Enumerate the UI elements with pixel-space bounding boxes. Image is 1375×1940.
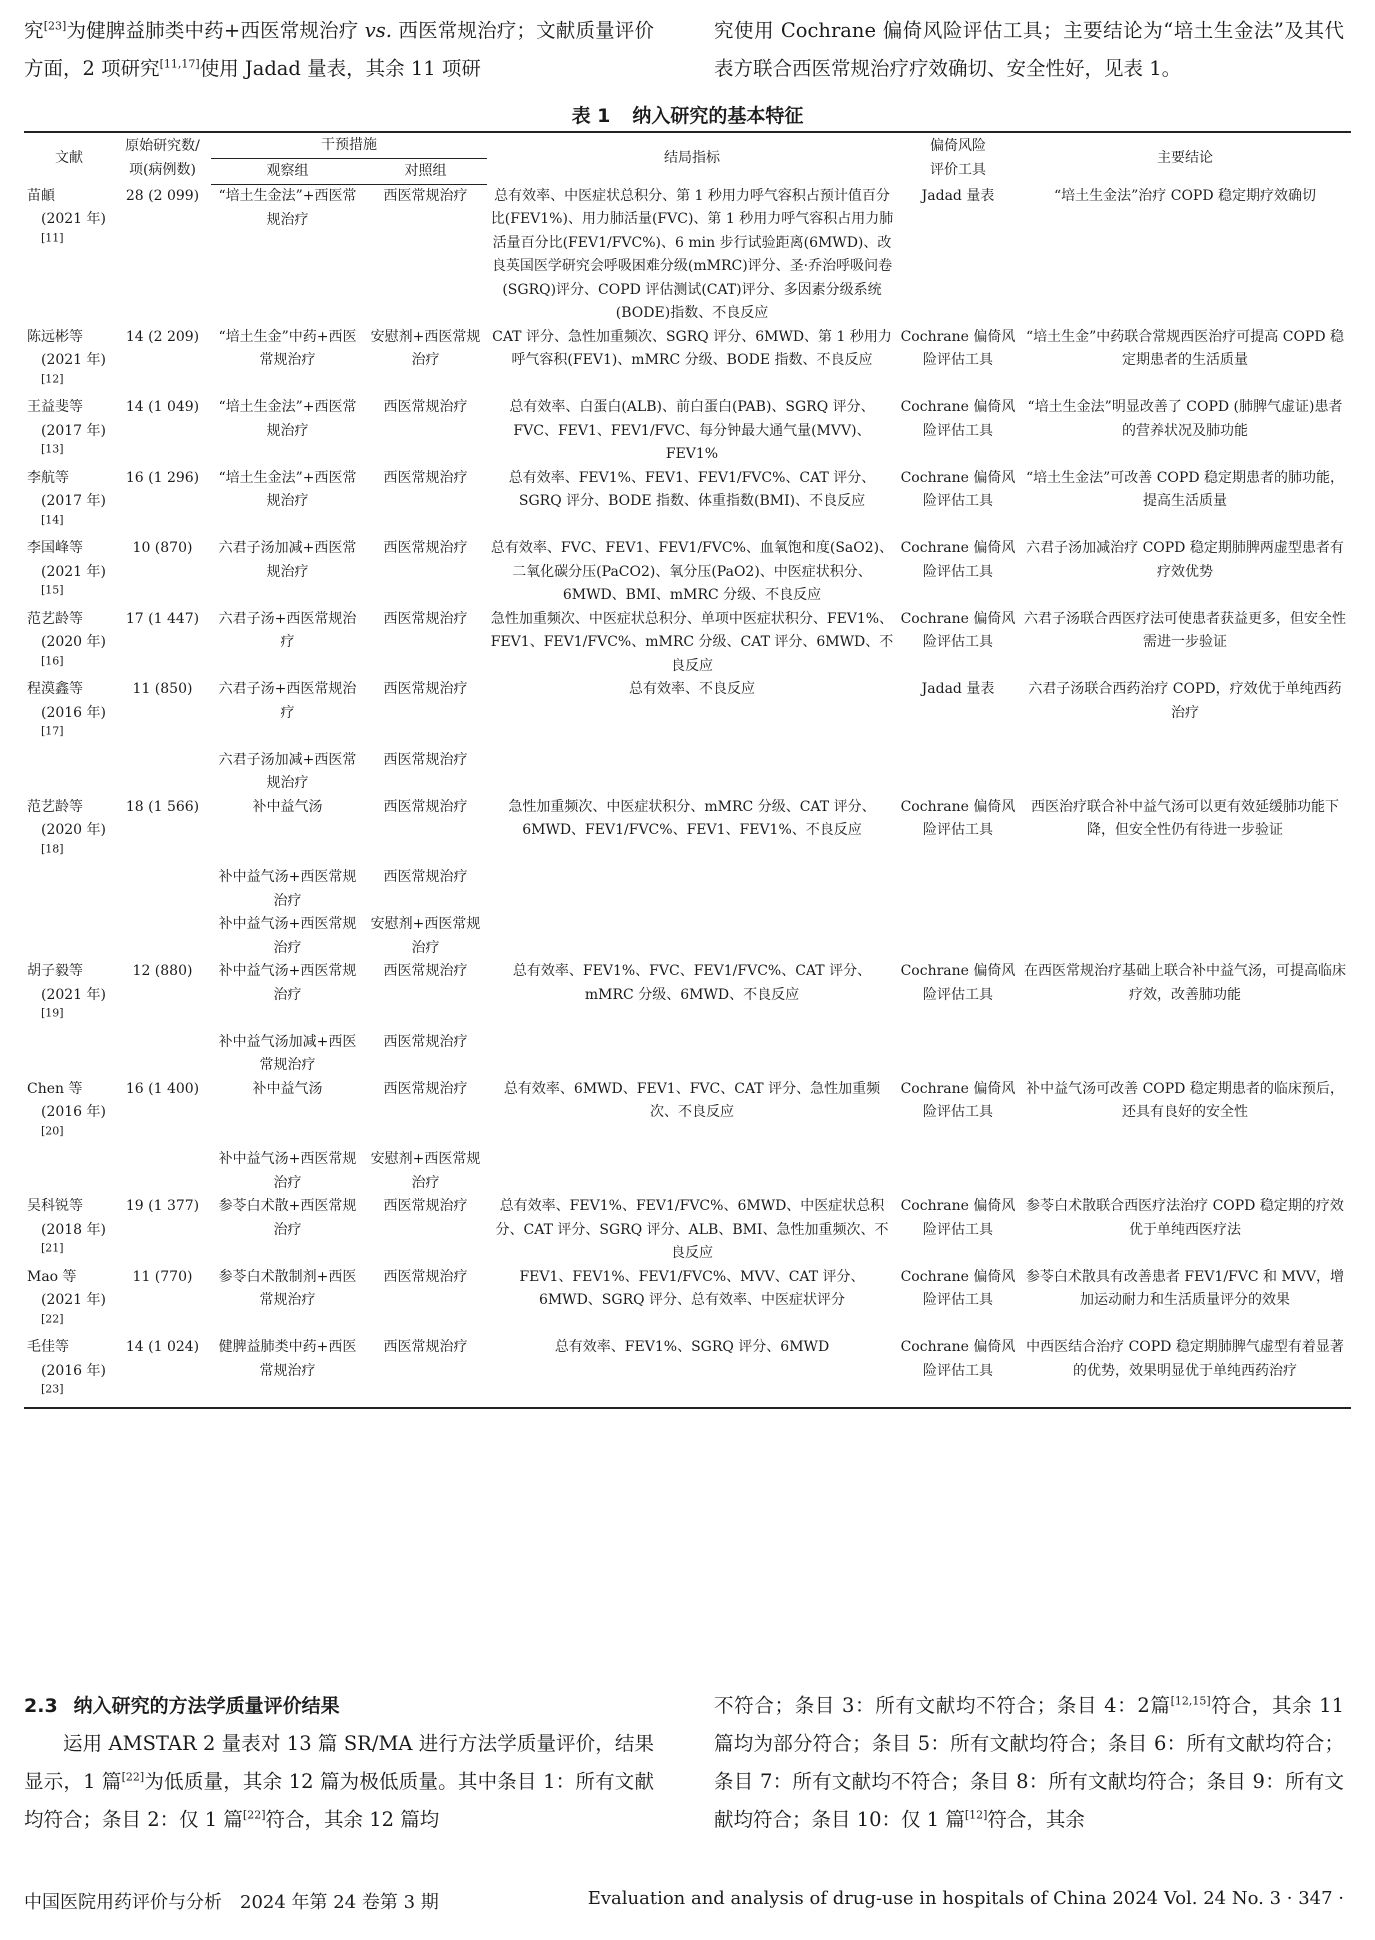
observation-cell: 参苓白术散+西医常规治疗 xyxy=(218,1198,357,1238)
page-footer xyxy=(24,1888,1344,1914)
versus-label: vs. xyxy=(364,19,393,42)
author-name: 范艺龄等 xyxy=(27,610,83,627)
author-year xyxy=(27,208,111,255)
control-cell: 安慰剂+西医常规治疗 xyxy=(370,328,481,368)
outcome-cell: 总有效率、白蛋白(ALB)、前白蛋白(PAB)、SGRQ 评分、FVC、FEV1、FEV1/FVC、每分钟最大通气量(MVV)、FEV1% xyxy=(509,399,875,462)
original-count-cell: 14 (1 049) xyxy=(125,399,200,415)
year-text: (2021 年) xyxy=(41,1292,107,1308)
top-left-column xyxy=(24,12,654,88)
header-bias-tool xyxy=(897,132,1019,185)
citation-ref: [12] xyxy=(964,1808,988,1822)
citation-ref: [19] xyxy=(41,1006,64,1020)
bias-tool-cell: Cochrane 偏倚风险评估工具 xyxy=(900,798,1016,838)
footer-journal-cn: 中国医院用药评价与分析 2024 年第 24 卷第 3 期 xyxy=(24,1892,439,1913)
author-year xyxy=(27,561,111,608)
author-name: 王益斐等 xyxy=(27,399,83,415)
table-row xyxy=(24,960,1351,1031)
included-studies-table xyxy=(24,131,1351,1409)
outcome-cell: 总有效率、FEV1%、FEV1、FEV1/FVC%、CAT 评分、SGRQ 评分、BODE 指数、体重指数(BMI)、不良反应 xyxy=(508,469,876,509)
author-cell xyxy=(24,960,114,1031)
author-cell xyxy=(24,678,114,749)
citation-ref: [16] xyxy=(41,653,64,667)
author-year xyxy=(27,819,111,866)
author-name: 吴科锐等 xyxy=(27,1198,83,1214)
control-cell: 西医常规治疗 xyxy=(383,1198,468,1214)
citation-ref: [13] xyxy=(41,442,64,456)
year-text: (2021 年) xyxy=(41,352,107,368)
control-cell: 西医常规治疗 xyxy=(383,751,468,768)
top-left-paragraph xyxy=(24,12,654,88)
bottom-right-paragraph xyxy=(714,1687,1344,1839)
original-count-cell xyxy=(114,749,211,796)
conclusion-cell: 参苓白术散联合西医疗法治疗 COPD 稳定期的疗效优于单纯西医疗法 xyxy=(1026,1198,1344,1238)
text-fragment: 符合，其余 xyxy=(987,1808,1085,1831)
control-cell: 西医常规治疗 xyxy=(383,540,468,556)
observation-cell: 参苓白术散制剂+西医常规治疗 xyxy=(218,1268,357,1308)
original-count-cell: 11 (850) xyxy=(132,681,193,697)
observation-cell: 六君子汤加减+西医常规治疗 xyxy=(218,751,357,791)
table-row xyxy=(24,1078,1351,1149)
author-cell xyxy=(24,796,114,867)
control-cell: 西医常规治疗 xyxy=(383,869,468,885)
citation-ref: [15] xyxy=(41,583,64,597)
header-literature: 文献 xyxy=(24,132,114,185)
top-right-paragraph: 究使用 Cochrane 偏倚风险评估工具；主要结论为“培土生金法”及其代表方联合西医常规治疗疗效确切、安全性好，见表 1。 xyxy=(714,19,1344,80)
table-row xyxy=(24,1336,1351,1408)
author-name: Mao 等 xyxy=(27,1268,77,1285)
top-text-columns xyxy=(24,12,1344,88)
outcome-cell: 总有效率、不良反应 xyxy=(629,681,755,697)
bias-tool-cell: Jadad 量表 xyxy=(921,187,995,204)
citation-ref: [11,17] xyxy=(159,57,200,71)
original-count-cell: 16 (1 400) xyxy=(125,1080,200,1097)
author-cell xyxy=(24,608,114,679)
original-count-cell: 12 (880) xyxy=(132,963,193,979)
author-cell xyxy=(24,467,114,538)
header-outcomes: 结局指标 xyxy=(487,132,897,185)
conclusion-cell: 西医治疗联合补中益气汤可以更有效延缓肺功能下降，但安全性仍有待进一步验证 xyxy=(1031,798,1339,838)
observation-cell: 六君子汤+西医常规治疗 xyxy=(218,681,357,721)
outcome-cell: 急性加重频次、中医症状总积分、单项中医症状积分、FEV1%、FEV1、FEV1/FVC%、mMRC 分级、CAT 评分、6MWD、不良反应 xyxy=(490,610,894,674)
original-count-cell xyxy=(114,913,211,960)
table-row xyxy=(24,1195,1351,1266)
author-name: 李国峰等 xyxy=(27,540,83,556)
original-count-cell: 14 (2 209) xyxy=(125,328,200,345)
header-line: 评价工具 xyxy=(930,161,986,178)
citation-ref: [22] xyxy=(41,1311,64,1325)
outcome-cell xyxy=(487,1148,897,1195)
control-cell: 西医常规治疗 xyxy=(383,1080,468,1097)
original-count-cell: 11 (770) xyxy=(132,1268,193,1285)
original-count-cell xyxy=(114,1031,211,1078)
citation-ref: [18] xyxy=(41,841,64,855)
conclusion-cell xyxy=(1019,913,1351,960)
author-cell xyxy=(24,1078,114,1149)
bias-tool-cell xyxy=(897,1148,1019,1195)
section-title: 纳入研究的方法学质量评价结果 xyxy=(73,1695,340,1717)
original-count-cell: 19 (1 377) xyxy=(125,1198,200,1214)
author-cell xyxy=(24,913,114,960)
conclusion-cell: 在西医常规治疗基础上联合补中益气汤，可提高临床疗效，改善肺功能 xyxy=(1024,963,1346,1003)
control-cell: 西医常规治疗 xyxy=(383,681,468,697)
citation-ref: [22] xyxy=(121,1770,145,1784)
author-name: 毛佳等 xyxy=(27,1339,69,1355)
year-text: (2016 年) xyxy=(41,1104,107,1120)
author-year xyxy=(27,490,111,537)
table-row xyxy=(24,1266,1351,1337)
observation-cell: 六君子汤加减+西医常规治疗 xyxy=(218,540,357,580)
author-name: 程漠鑫等 xyxy=(27,681,83,697)
section-number: 2.3 xyxy=(24,1695,58,1717)
table-row xyxy=(24,678,1351,749)
control-cell: 安慰剂+西医常规治疗 xyxy=(370,916,481,956)
author-year xyxy=(27,1101,111,1148)
original-count-cell xyxy=(114,1148,211,1195)
outcome-cell: CAT 评分、急性加重频次、SGRQ 评分、6MWD、第 1 秒用力呼气容积(FEV1)、mMRC 分级、BODE 指数、不良反应 xyxy=(492,328,892,368)
author-cell xyxy=(24,1195,114,1266)
year-text: (2021 年) xyxy=(41,563,107,580)
author-cell xyxy=(24,185,114,326)
control-cell: 西医常规治疗 xyxy=(383,469,468,486)
text-fragment: 符合，其余 11 篇均为部分符合；条目 5：所有文献均符合；条目 6：所有文献均符合；条目 7：所有文献均不符合；条目 8：所有文献均符合；条目 9：所有文献均符合；条目 10：仅 1 篇 xyxy=(714,1694,1344,1831)
original-count-cell: 18 (1 566) xyxy=(125,798,200,815)
conclusion-cell: 补中益气汤可改善 COPD 稳定期患者的临床预后，还具有良好的安全性 xyxy=(1026,1080,1344,1120)
bias-tool-cell xyxy=(897,1031,1019,1078)
header-line: 原始研究数/ xyxy=(125,138,200,155)
observation-cell: “培土生金法”+西医常规治疗 xyxy=(218,188,357,228)
control-cell: 西医常规治疗 xyxy=(383,1268,468,1285)
citation-ref: [12] xyxy=(41,371,64,385)
outcome-cell: 总有效率、FEV1%、FVC、FEV1/FVC%、CAT 评分、mMRC 分级、6MWD、不良反应 xyxy=(512,963,872,1003)
citation-ref: [20] xyxy=(41,1123,64,1137)
outcome-cell: FEV1、FEV1%、FEV1/FVC%、MVV、CAT 评分、6MWD、SGRQ 评分、总有效率、中医症状评分 xyxy=(519,1268,865,1308)
bias-tool-cell: Cochrane 偏倚风险评估工具 xyxy=(900,610,1016,650)
control-cell: 西医常规治疗 xyxy=(383,798,468,815)
table-row xyxy=(24,185,1351,326)
header-conclusion: 主要结论 xyxy=(1019,132,1351,185)
control-cell: 安慰剂+西医常规治疗 xyxy=(370,1151,481,1191)
author-year xyxy=(27,1289,111,1336)
year-text: (2016 年) xyxy=(41,1362,107,1379)
bias-tool-cell: Cochrane 偏倚风险评估工具 xyxy=(900,540,1016,580)
author-year xyxy=(27,1219,111,1266)
observation-cell: “培土生金”中药+西医常规治疗 xyxy=(218,328,357,368)
conclusion-cell: 六君子汤联合西药治疗 COPD，疗效优于单纯西药治疗 xyxy=(1028,681,1342,721)
conclusion-cell: “培土生金”中药联合常规西医治疗可提高 COPD 稳定期患者的生活质量 xyxy=(1025,328,1345,368)
author-cell xyxy=(24,866,114,913)
original-count-cell xyxy=(114,866,211,913)
conclusion-cell: “培土生金法”可改善 COPD 稳定期患者的肺功能，提高生活质量 xyxy=(1025,469,1345,509)
table-row xyxy=(24,866,1351,913)
header-control: 对照组 xyxy=(364,159,487,185)
observation-cell: 健脾益肺类中药+西医常规治疗 xyxy=(211,1336,364,1408)
author-name: 胡子毅等 xyxy=(27,963,83,979)
bias-tool-cell xyxy=(897,913,1019,960)
table-row xyxy=(24,749,1351,796)
citation-ref: [14] xyxy=(41,512,64,526)
outcome-cell: 总有效率、FEV1%、FEV1/FVC%、6MWD、中医症状总积分、CAT 评分、SGRQ 评分、ALB、BMI、急性加重频次、不良反应 xyxy=(495,1198,889,1261)
conclusion-cell: 中西医结合治疗 COPD 稳定期肺脾气虚型有着显著的优势，效果明显优于单纯西药治疗 xyxy=(1019,1336,1351,1408)
author-year xyxy=(27,420,111,467)
conclusion-cell xyxy=(1019,1148,1351,1195)
outcome-cell: 总有效率、FVC、FEV1、FEV1/FVC%、血氧饱和度(SaO2)、二氧化碳分压(PaCO2)、氧分压(PaO2)、中医症状积分、6MWD、BMI、mMRC 分级、不良反应 xyxy=(490,540,894,603)
observation-cell: “培土生金法”+西医常规治疗 xyxy=(218,399,357,439)
table-row xyxy=(24,796,1351,867)
bias-tool-cell xyxy=(897,749,1019,796)
text-fragment: 究 xyxy=(24,19,44,42)
table-row xyxy=(24,608,1351,679)
text-fragment: 运用 AMSTAR 2 量表对 13 篇 SR/MA 进行方法学质量评价，结果显示，1 篇 xyxy=(24,1732,654,1793)
outcome-cell: 急性加重频次、中医症状积分、mMRC 分级、CAT 评分、6MWD、FEV1/FVC%、FEV1、FEV1%、不良反应 xyxy=(508,798,876,838)
text-fragment: 使用 Jadad 量表，其余 11 项研 xyxy=(199,57,481,80)
control-cell: 西医常规治疗 xyxy=(383,399,468,415)
observation-cell: 补中益气汤 xyxy=(252,798,323,815)
outcome-cell: 总有效率、FEV1%、SGRQ 评分、6MWD xyxy=(487,1336,897,1408)
author-cell xyxy=(24,537,114,608)
header-original-count xyxy=(114,132,211,185)
bias-tool-cell: Cochrane 偏倚风险评估工具 xyxy=(900,1198,1016,1238)
observation-cell: 补中益气汤加减+西医常规治疗 xyxy=(218,1033,357,1073)
bias-tool-cell xyxy=(897,866,1019,913)
conclusion-cell xyxy=(1019,866,1351,913)
citation-ref: [12,15] xyxy=(1170,1694,1211,1708)
observation-cell: “培土生金法”+西医常规治疗 xyxy=(218,469,357,509)
table-row xyxy=(24,913,1351,960)
header-intervention: 干预措施 xyxy=(211,132,487,159)
table-body xyxy=(24,185,1351,1408)
bias-tool-cell: Cochrane 偏倚风险评估工具 xyxy=(900,328,1016,368)
author-cell xyxy=(24,326,114,397)
outcome-cell xyxy=(487,913,897,960)
control-cell: 西医常规治疗 xyxy=(383,963,468,979)
citation-ref: [21] xyxy=(41,1241,64,1255)
bias-tool-cell: Cochrane 偏倚风险评估工具 xyxy=(900,1268,1016,1308)
table-row xyxy=(24,396,1351,467)
bias-tool-cell: Cochrane 偏倚风险评估工具 xyxy=(900,1080,1016,1120)
year-text: (2020 年) xyxy=(41,822,107,838)
table-row xyxy=(24,1031,1351,1078)
author-year xyxy=(27,702,111,749)
year-text: (2016 年) xyxy=(41,704,107,721)
author-cell xyxy=(24,1031,114,1078)
section-heading xyxy=(24,1687,654,1725)
bottom-left-paragraph xyxy=(24,1725,654,1839)
bias-tool-cell: Cochrane 偏倚风险评估工具 xyxy=(900,469,1016,509)
author-name: 陈远彬等 xyxy=(27,328,83,345)
author-cell xyxy=(24,749,114,796)
header-observation: 观察组 xyxy=(211,159,364,185)
control-cell: 西医常规治疗 xyxy=(364,1336,487,1408)
text-fragment: 西医常规治疗；文 xyxy=(398,19,556,42)
author-year xyxy=(27,349,111,396)
header-line: 项(病例数) xyxy=(129,161,196,178)
author-cell xyxy=(24,1336,114,1408)
top-right-column xyxy=(714,12,1344,88)
year-text: (2021 年) xyxy=(41,986,107,1003)
conclusion-cell: 六君子汤联合西医疗法可使患者获益更多，但安全性需进一步验证 xyxy=(1024,610,1346,650)
table-row xyxy=(24,326,1351,397)
author-name: 李航等 xyxy=(27,469,69,486)
text-fragment: 为低质量，其余 12 篇为极低质量。其中条目 1：所有文献均符合；条目 2：仅 1 篇 xyxy=(24,1770,654,1831)
table-caption xyxy=(0,101,1375,128)
author-name: 苗頔 xyxy=(27,187,55,204)
observation-cell: 补中益气汤 xyxy=(252,1080,323,1097)
year-text: (2017 年) xyxy=(41,493,107,509)
year-text: (2018 年) xyxy=(41,1221,107,1238)
author-year xyxy=(27,631,111,678)
conclusion-cell xyxy=(1019,1031,1351,1078)
observation-cell: 补中益气汤+西医常规治疗 xyxy=(218,963,357,1003)
table-row xyxy=(24,467,1351,538)
original-count-cell: 14 (1 024) xyxy=(114,1336,211,1408)
author-year xyxy=(27,984,111,1031)
control-cell: 西医常规治疗 xyxy=(383,1033,468,1050)
footer-journal-en: Evaluation and analysis of drug-use in hospitals of China 2024 Vol. 24 No. 3 · 347 · xyxy=(587,1888,1344,1909)
author-cell xyxy=(24,396,114,467)
year-text: (2017 年) xyxy=(41,422,107,439)
outcome-cell xyxy=(487,749,897,796)
control-cell: 西医常规治疗 xyxy=(383,188,468,204)
conclusion-cell: 六君子汤加减治疗 COPD 稳定期肺脾两虚型患者有疗效优势 xyxy=(1026,540,1344,580)
bias-tool-cell: Cochrane 偏倚风险评估工具 xyxy=(900,963,1016,1003)
table-row xyxy=(24,1148,1351,1195)
observation-cell: 补中益气汤+西医常规治疗 xyxy=(218,869,357,909)
year-text: (2020 年) xyxy=(41,634,107,650)
bottom-left-column xyxy=(24,1687,654,1839)
citation-ref: [22] xyxy=(242,1808,266,1822)
text-fragment: 不符合；条目 3：所有文献均不符合；条目 4：2篇 xyxy=(714,1694,1171,1717)
author-cell xyxy=(24,1266,114,1337)
author-name: Chen 等 xyxy=(27,1080,83,1097)
bias-tool-cell: Cochrane 偏倚风险评估工具 xyxy=(897,1336,1019,1408)
table-row xyxy=(24,537,1351,608)
text-fragment: 符合，其余 12 篇均 xyxy=(265,1808,440,1831)
control-cell: 西医常规治疗 xyxy=(383,610,468,627)
conclusion-cell: 参苓白术散具有改善患者 FEV1/FVC 和 MVV，增加运动耐力和生活质量评分的效果 xyxy=(1025,1268,1345,1308)
observation-cell: 补中益气汤+西医常规治疗 xyxy=(218,1151,357,1191)
outcome-cell xyxy=(487,866,897,913)
bias-tool-cell: Jadad 量表 xyxy=(921,681,995,697)
outcome-cell xyxy=(487,1031,897,1078)
observation-cell: 六君子汤+西医常规治疗 xyxy=(218,610,357,650)
author-name: 范艺龄等 xyxy=(27,798,83,815)
conclusion-cell: “培土生金法”明显改善了 COPD (肺脾气虚证)患者的营养状况及肺功能 xyxy=(1027,399,1343,439)
bias-tool-cell: Cochrane 偏倚风险评估工具 xyxy=(900,399,1016,439)
conclusion-cell: “培土生金法”治疗 COPD 稳定期疗效确切 xyxy=(1053,187,1317,204)
author-year xyxy=(27,1360,111,1407)
original-count-cell: 28 (2 099) xyxy=(125,187,200,204)
citation-ref: [11] xyxy=(41,230,64,244)
table-title: 纳入研究的基本特征 xyxy=(632,105,804,127)
bottom-right-column xyxy=(714,1687,1344,1839)
observation-cell: 补中益气汤+西医常规治疗 xyxy=(218,916,357,956)
conclusion-cell xyxy=(1019,749,1351,796)
table-number: 表 1 xyxy=(571,105,611,127)
citation-ref: [23] xyxy=(41,1382,64,1396)
bottom-text-columns xyxy=(24,1687,1344,1839)
text-fragment: 为健脾益肺类中药+西医常规治疗 xyxy=(66,19,359,42)
author-cell xyxy=(24,1148,114,1195)
outcome-cell: 总有效率、中医症状总积分、第 1 秒用力呼气容积占预计值百分比(FEV1%)、用力肺活量(FVC)、第 1 秒用力呼气容积占用力肺活量百分比(FEV1/FVC%)、6 min 步行试验距离(6MWD)、改良英国医学研究会呼吸困难分级(mMRC)评分、圣·乔治呼吸问卷(SGRQ)评分、COPD 评估测试(CAT)评分、多因素分级系统(BODE)指数、不良反应 xyxy=(490,187,894,321)
outcome-cell: 总有效率、6MWD、FEV1、FVC、CAT 评分、急性加重频次、不良反应 xyxy=(503,1080,881,1120)
citation-ref: [17] xyxy=(41,724,64,738)
citation-ref: [23] xyxy=(43,19,67,33)
original-count-cell: 17 (1 447) xyxy=(125,610,200,627)
text-fragment: 献质量评价方面，2 项研究 xyxy=(24,19,654,80)
original-count-cell: 10 (870) xyxy=(132,540,193,556)
original-count-cell: 16 (1 296) xyxy=(125,469,200,486)
year-text: (2021 年) xyxy=(41,211,107,227)
header-line: 偏倚风险 xyxy=(930,138,986,155)
